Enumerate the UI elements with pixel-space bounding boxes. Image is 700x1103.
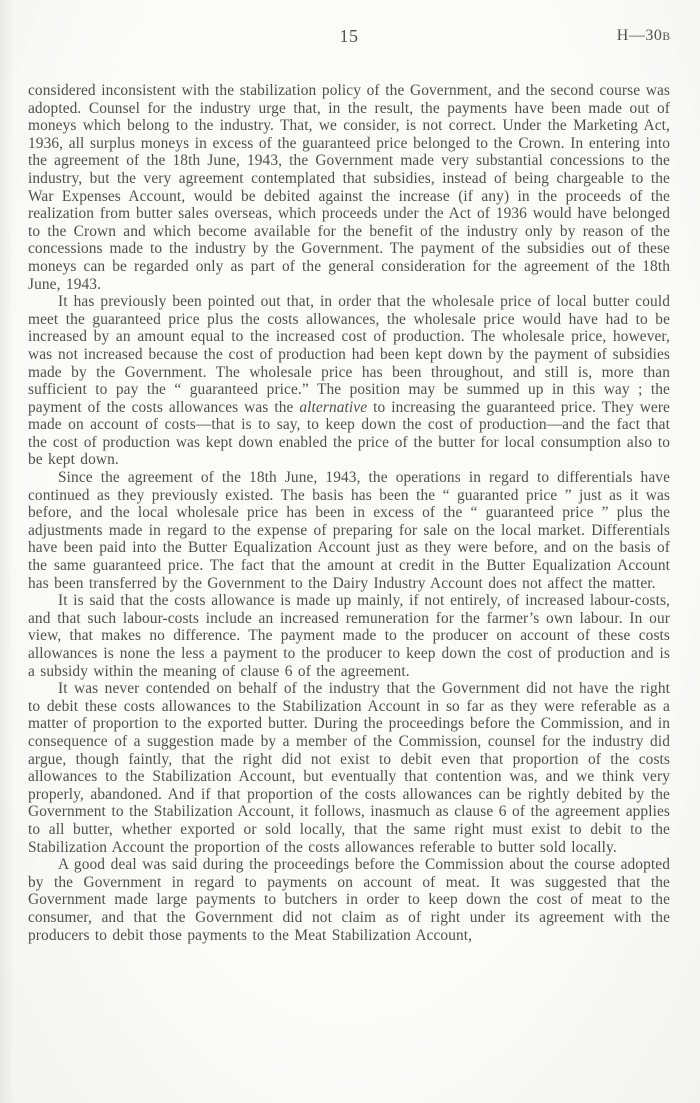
- body-text: A good deal was said during the proceedings before the Commission about the course adopted by the Government in regard to payments on account of meat. It was suggested that the Government made large payments to butchers in order to keep down the cost of meat to the consumer, and that the Government did not claim as of right under its agreement with the producers to debit those payments to the Meat Stabilization Account,: [28, 856, 670, 944]
- paragraph: [28, 82, 670, 293]
- italic-text: alternative: [299, 398, 368, 416]
- paragraph: [28, 592, 670, 680]
- doc-ref-suffix: B: [662, 31, 670, 43]
- doc-ref-main: H—30: [616, 27, 663, 44]
- body-text: It is said that the costs allowance is made up mainly, if not entirely, of increased labour-costs, and that such labour-costs include an increased remuneration for the farmer’s own labour. In our view, that makes no difference. The payment made to the producer on account of these costs allowances is none the less a payment to the producer to keep down the cost of production and is a subsidy within the meaning of clause 6 of the agreement.: [28, 592, 670, 680]
- paragraph: [28, 469, 670, 592]
- body-text: It has previously been pointed out that, in order that the wholesale price of local butter could meet the guaranteed price plus the costs allowances, the wholesale price would have had to be increased by an amount equal to the increased cost of production. The wholesale price, however, was not increased because the cost of production had been kept down by the payment of subsidies made by the Government. The wholesale price has been throughout, and still is, more than sufficient to pay the “ guaranteed price.” The position may be summed up in this way ; the payment of the costs allowances was the: [28, 293, 670, 416]
- body-text: to increasing the guaranteed price. They were made on account of costs—that is to say, to keep down the cost of production—and the fact that the cost of production was kept down enabled the price of the butter for local consumption also to be kept down.: [28, 398, 670, 469]
- document-body: [28, 82, 670, 944]
- paragraph: [28, 856, 670, 944]
- doc-reference: [617, 27, 670, 45]
- body-text: It was never contended on behalf of the industry that the Government did not have the right to debit these costs allowances to the Stabilization Account in so far as they were referable as a matter of proportion to the exported butter. During the proceedings before the Commission, and in consequence of a suggestion made by a member of the Commission, counsel for the industry did argue, though faintly, that the right did not exist to debit even that proportion of the costs allowances to the Stabilization Account, but eventually that contention was, and we think very properly, abandoned. And if that proportion of the costs allowances can be rightly debited by the Government to the Stabilization Account, it follows, inasmuch as clause 6 of the agreement applies to all butter, whether exported or sold locally, that the same right must exist to debit to the Stabilization Account the proportion of the costs allowances referable to butter sold locally.: [28, 680, 670, 856]
- paragraph: [28, 293, 670, 469]
- body-text: Since the agreement of the 18th June, 1943, the operations in regard to differentials have continued as they previously existed. The basis has been the “ guaranted price ” just as it was before, and the local wholesale price has been in excess of the “ guaranteed price ” plus the adjustments made in regard to the expense of preparing for sale on the local market. Differentials have been paid into the Butter Equalization Account just as they were before, and on the basis of the same guaranteed price. The fact that the amount at credit in the Butter Equalization Account has been transferred by the Government to the Dairy Industry Account does not affect the matter.: [28, 469, 670, 592]
- paragraph: [28, 680, 670, 856]
- page-number: 15: [339, 26, 359, 46]
- body-text: considered inconsistent with the stabilization policy of the Government, and the second course was adopted. Counsel for the industry urge that, in the result, the payments have been made out of moneys which belong to the industry. That, we consider, is not correct. Under the Marketing Act, 1936, all surplus moneys in excess of the guaranteed price belonged to the Crown. In entering into the agreement of the 18th June, 1943, the Government made very substantial concessions to the industry, but the very agreement contemplated that subsidies, instead of being chargeable to the War Expenses Account, would be debited against the increase (if any) in the proceeds of the realization from butter sales overseas, which proceeds under the Act of 1936 would have belonged to the Crown and which become available for the benefit of the industry only by reason of the concessions made to the industry by the Government. The payment of the subsidies out of these moneys can be regarded only as part of the general consideration for the agreement of the 18th June, 1943.: [28, 82, 670, 293]
- page-header: [28, 26, 670, 48]
